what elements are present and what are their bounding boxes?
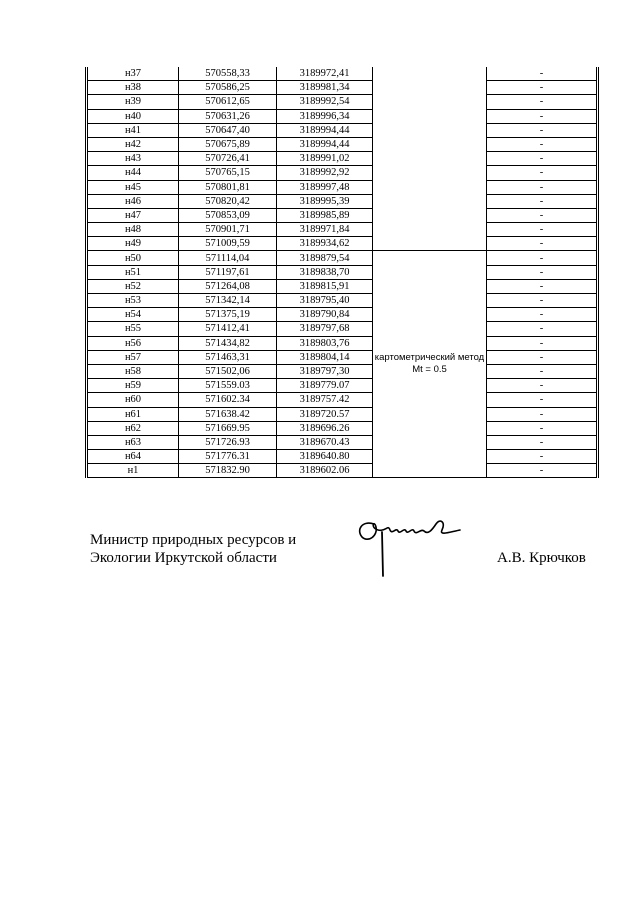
table-row [87, 180, 598, 194]
point-name-cell: н58 [87, 364, 179, 378]
x-coordinate-cell: 571463,31 [179, 350, 277, 364]
x-coordinate-cell: 571342,14 [179, 294, 277, 308]
y-coordinate-cell: 3189779.07 [277, 379, 373, 393]
table-row [87, 251, 598, 265]
table-row [87, 237, 598, 251]
point-name-cell: н64 [87, 450, 179, 464]
table-row [87, 450, 598, 464]
y-coordinate-cell: 3189670.43 [277, 435, 373, 449]
table-row [87, 208, 598, 222]
x-coordinate-cell: 570901,71 [179, 223, 277, 237]
table-row [87, 67, 598, 81]
y-coordinate-cell: 3189992,92 [277, 166, 373, 180]
accuracy-cell: - [487, 364, 598, 378]
accuracy-cell: - [487, 379, 598, 393]
x-coordinate-cell: 571669.95 [179, 421, 277, 435]
y-coordinate-cell: 3189879,54 [277, 251, 373, 265]
x-coordinate-cell: 570631,26 [179, 109, 277, 123]
table-row [87, 364, 598, 378]
y-coordinate-cell: 3189992,54 [277, 95, 373, 109]
x-coordinate-cell: 570801,81 [179, 180, 277, 194]
table-row [87, 294, 598, 308]
table-row [87, 308, 598, 322]
table-row [87, 464, 598, 478]
point-name-cell: н60 [87, 393, 179, 407]
point-name-cell: н1 [87, 464, 179, 478]
table-row [87, 81, 598, 95]
table-row [87, 435, 598, 449]
table-row [87, 166, 598, 180]
point-name-cell: н54 [87, 308, 179, 322]
method-cell [373, 223, 487, 237]
method-cell [373, 194, 487, 208]
point-name-cell: н50 [87, 251, 179, 265]
x-coordinate-cell: 570558,33 [179, 67, 277, 81]
method-cell [373, 208, 487, 222]
y-coordinate-cell: 3189640.80 [277, 450, 373, 464]
table-row [87, 336, 598, 350]
table-row [87, 123, 598, 137]
x-coordinate-cell: 571602.34 [179, 393, 277, 407]
accuracy-cell: - [487, 109, 598, 123]
point-name-cell: н62 [87, 421, 179, 435]
y-coordinate-cell: 3189972,41 [277, 67, 373, 81]
x-coordinate-cell: 571559.03 [179, 379, 277, 393]
signatory-name: А.В. Крючков [497, 550, 586, 566]
x-coordinate-cell: 571502,06 [179, 364, 277, 378]
table-row [87, 223, 598, 237]
point-name-cell: н43 [87, 152, 179, 166]
table-row [87, 379, 598, 393]
y-coordinate-cell: 3189971,84 [277, 223, 373, 237]
accuracy-cell: - [487, 336, 598, 350]
table-row [87, 421, 598, 435]
accuracy-cell: - [487, 123, 598, 137]
table-row [87, 194, 598, 208]
point-name-cell: н38 [87, 81, 179, 95]
y-coordinate-cell: 3189720.57 [277, 407, 373, 421]
accuracy-cell: - [487, 322, 598, 336]
method-cell [373, 123, 487, 137]
y-coordinate-cell: 3189934,62 [277, 237, 373, 251]
x-coordinate-cell: 570820,42 [179, 194, 277, 208]
y-coordinate-cell: 3189995,39 [277, 194, 373, 208]
accuracy-cell: - [487, 95, 598, 109]
point-name-cell: н57 [87, 350, 179, 364]
point-name-cell: н42 [87, 137, 179, 151]
accuracy-cell: - [487, 81, 598, 95]
accuracy-cell: - [487, 450, 598, 464]
y-coordinate-cell: 3189797,68 [277, 322, 373, 336]
point-name-cell: н51 [87, 265, 179, 279]
x-coordinate-cell: 570726,41 [179, 152, 277, 166]
accuracy-cell: - [487, 67, 598, 81]
accuracy-cell: - [487, 435, 598, 449]
y-coordinate-cell: 3189757.42 [277, 393, 373, 407]
accuracy-cell: - [487, 393, 598, 407]
method-cell [373, 109, 487, 123]
x-coordinate-cell: 570647,40 [179, 123, 277, 137]
point-name-cell: н48 [87, 223, 179, 237]
point-name-cell: н47 [87, 208, 179, 222]
table-row [87, 109, 598, 123]
point-name-cell: н39 [87, 95, 179, 109]
method-cell [373, 180, 487, 194]
accuracy-cell: - [487, 208, 598, 222]
x-coordinate-cell: 571009,59 [179, 237, 277, 251]
x-coordinate-cell: 571638.42 [179, 407, 277, 421]
point-name-cell: н44 [87, 166, 179, 180]
x-coordinate-cell: 571375,19 [179, 308, 277, 322]
point-name-cell: н46 [87, 194, 179, 208]
accuracy-cell: - [487, 308, 598, 322]
point-name-cell: н55 [87, 322, 179, 336]
table-row [87, 95, 598, 109]
x-coordinate-cell: 571264,08 [179, 279, 277, 293]
x-coordinate-cell: 570765,15 [179, 166, 277, 180]
method-cell [373, 166, 487, 180]
method-cell: картометрический метод Mt = 0.5 [373, 251, 487, 478]
table-row [87, 279, 598, 293]
y-coordinate-cell: 3189815,91 [277, 279, 373, 293]
method-cell [373, 152, 487, 166]
y-coordinate-cell: 3189804,14 [277, 350, 373, 364]
accuracy-cell: - [487, 194, 598, 208]
accuracy-cell: - [487, 180, 598, 194]
table-row [87, 393, 598, 407]
x-coordinate-cell: 570675,89 [179, 137, 277, 151]
method-cell [373, 137, 487, 151]
x-coordinate-cell: 570612,65 [179, 95, 277, 109]
y-coordinate-cell: 3189996,34 [277, 109, 373, 123]
x-coordinate-cell: 570853,09 [179, 208, 277, 222]
handwritten-signature [352, 510, 464, 580]
point-name-cell: н61 [87, 407, 179, 421]
point-name-cell: н37 [87, 67, 179, 81]
y-coordinate-cell: 3189790,84 [277, 308, 373, 322]
table-row [87, 407, 598, 421]
y-coordinate-cell: 3189994,44 [277, 137, 373, 151]
accuracy-cell: - [487, 152, 598, 166]
accuracy-cell: - [487, 279, 598, 293]
y-coordinate-cell: 3189696.26 [277, 421, 373, 435]
accuracy-cell: - [487, 350, 598, 364]
point-name-cell: н63 [87, 435, 179, 449]
accuracy-cell: - [487, 421, 598, 435]
method-cell [373, 237, 487, 251]
point-name-cell: н49 [87, 237, 179, 251]
y-coordinate-cell: 3189797,30 [277, 364, 373, 378]
table-row [87, 350, 598, 364]
coordinates-table [85, 67, 599, 478]
accuracy-cell: - [487, 464, 598, 478]
point-name-cell: н56 [87, 336, 179, 350]
y-coordinate-cell: 3189602.06 [277, 464, 373, 478]
accuracy-cell: - [487, 265, 598, 279]
y-coordinate-cell: 3189991,02 [277, 152, 373, 166]
x-coordinate-cell: 571114,04 [179, 251, 277, 265]
x-coordinate-cell: 571776.31 [179, 450, 277, 464]
accuracy-cell: - [487, 137, 598, 151]
y-coordinate-cell: 3189795,40 [277, 294, 373, 308]
point-name-cell: н45 [87, 180, 179, 194]
point-name-cell: н40 [87, 109, 179, 123]
table-row [87, 265, 598, 279]
accuracy-cell: - [487, 223, 598, 237]
accuracy-cell: - [487, 237, 598, 251]
method-cell [373, 67, 487, 81]
accuracy-cell: - [487, 166, 598, 180]
table-row [87, 322, 598, 336]
y-coordinate-cell: 3189803,76 [277, 336, 373, 350]
table-row [87, 137, 598, 151]
x-coordinate-cell: 570586,25 [179, 81, 277, 95]
accuracy-cell: - [487, 294, 598, 308]
y-coordinate-cell: 3189981,34 [277, 81, 373, 95]
accuracy-cell: - [487, 407, 598, 421]
y-coordinate-cell: 3189985,89 [277, 208, 373, 222]
y-coordinate-cell: 3189994,44 [277, 123, 373, 137]
method-cell [373, 95, 487, 109]
method-cell [373, 81, 487, 95]
x-coordinate-cell: 571434,82 [179, 336, 277, 350]
y-coordinate-cell: 3189838,70 [277, 265, 373, 279]
x-coordinate-cell: 571726.93 [179, 435, 277, 449]
point-name-cell: н52 [87, 279, 179, 293]
signatory-position-line-2: Экологии Иркутской области [90, 550, 277, 566]
x-coordinate-cell: 571197,61 [179, 265, 277, 279]
point-name-cell: н59 [87, 379, 179, 393]
y-coordinate-cell: 3189997,48 [277, 180, 373, 194]
table-row [87, 152, 598, 166]
x-coordinate-cell: 571412,41 [179, 322, 277, 336]
point-name-cell: н53 [87, 294, 179, 308]
x-coordinate-cell: 571832.90 [179, 464, 277, 478]
signatory-position-line-1: Министр природных ресурсов и [90, 532, 297, 548]
accuracy-cell: - [487, 251, 598, 265]
point-name-cell: н41 [87, 123, 179, 137]
